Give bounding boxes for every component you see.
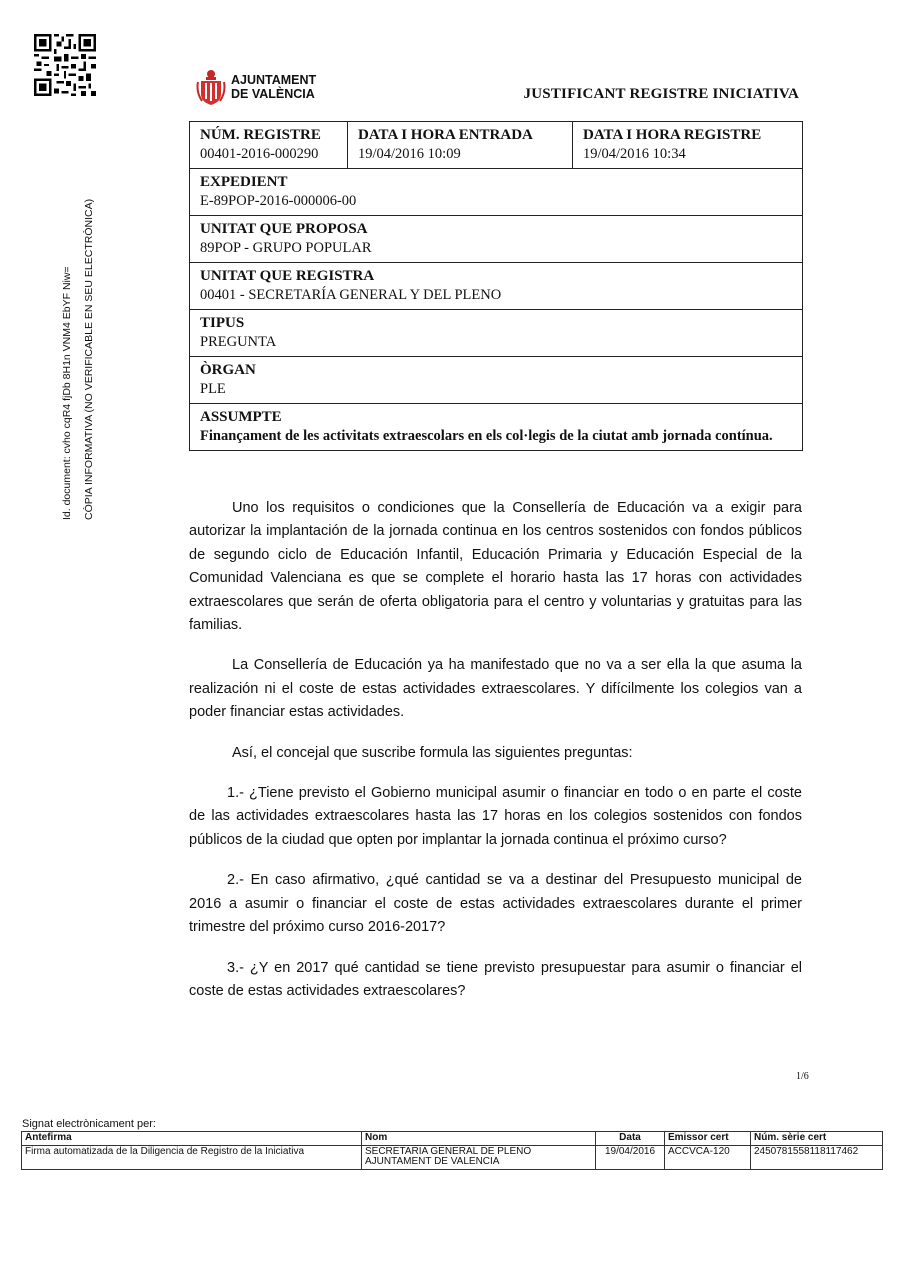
question-2: 2.- En caso afirmativo, ¿qué cantidad se va a destinar del Presupuesto municipal de 2016 a asumir o financiar el coste de estas actividades extraescolares durante el primer trimestre del próximo curso 2016-2017? xyxy=(189,872,802,936)
data-registre-cell xyxy=(573,122,803,169)
data-registre-value: 19/04/2016 10:34 xyxy=(583,146,686,162)
unitat-proposa-value: 89POP - GRUPO POPULAR xyxy=(200,240,372,256)
signature-header-row xyxy=(22,1132,883,1146)
document-body xyxy=(189,497,802,1020)
registry-row-numbers xyxy=(190,122,803,169)
registry-row-unitat-registra xyxy=(190,263,803,310)
signature-row xyxy=(22,1145,883,1169)
tipus-label: TIPUS xyxy=(200,315,245,331)
assumpte-cell xyxy=(190,404,803,451)
tipus-cell xyxy=(190,310,803,357)
data-entrada-cell xyxy=(348,122,573,169)
signature-heading: Signat electrònicament per: xyxy=(22,1118,156,1130)
registry-row-expedient xyxy=(190,169,803,216)
unitat-registra-value: 00401 - SECRETARÍA GENERAL Y DEL PLENO xyxy=(200,287,502,303)
data-registre-label: DATA I HORA REGISTRE xyxy=(583,127,762,143)
question-1: 1.- ¿Tiene previsto el Gobierno municipal asumir o financiar en todo o en parte el coste de las actividades extraescolares hasta las 17 horas en los colegios sostenidos con fondos públicos de la ciudad que opten por implantar la jornada continua el próximo curso? xyxy=(189,785,802,848)
qr-code-icon xyxy=(34,34,96,96)
tipus-value: PREGUNTA xyxy=(200,334,277,350)
unitat-proposa-label: UNITAT QUE PROPOSA xyxy=(200,221,368,237)
sig-nom-line-1: SECRETARIA GENERAL DE PLENO xyxy=(365,1145,532,1157)
col-antefirma: Antefirma xyxy=(22,1132,362,1146)
expedient-value: E-89POP-2016-000006-00 xyxy=(200,193,357,209)
num-registre-label: NÚM. REGISTRE xyxy=(200,127,321,143)
organ-value: PLE xyxy=(200,381,226,397)
question-3: 3.- ¿Y en 2017 qué cantidad se tiene previsto presupuestar para asumir o financiar el coste de estas actividades extraescolares? xyxy=(189,959,802,999)
registry-row-organ xyxy=(190,357,803,404)
logo-line-2: DE VALÈNCIA xyxy=(231,87,315,101)
assumpte-value: Finançament de les activitats extraescolars en els col·legis de la ciutat amb jornada contínua. xyxy=(200,428,773,444)
data-entrada-value: 19/04/2016 10:09 xyxy=(358,146,461,162)
logo-line-1: AJUNTAMENT xyxy=(231,73,317,87)
sig-emissor: ACCVCA-120 xyxy=(665,1145,751,1169)
sig-antefirma: Firma automatizada de la Diligencia de Registro de la Iniciativa xyxy=(22,1145,362,1169)
expedient-cell xyxy=(190,169,803,216)
registry-table xyxy=(189,121,803,451)
side-verification-text xyxy=(56,199,100,520)
organ-cell xyxy=(190,357,803,404)
registry-row-tipus xyxy=(190,310,803,357)
sig-data: 19/04/2016 xyxy=(596,1145,665,1169)
logo-text xyxy=(231,73,316,101)
data-entrada-label: DATA I HORA ENTRADA xyxy=(358,127,533,143)
city-logo xyxy=(196,68,316,106)
document-id: Id. document: cvho cqR4 fjDb 8H1n VNM4 EbYF Niw= xyxy=(61,266,73,520)
col-nom: Nom xyxy=(362,1132,596,1146)
expedient-label: EXPEDIENT xyxy=(200,174,288,190)
body-paragraph-2: La Consellería de Educación ya ha manifestado que no va a ser ella la que asuma la realización ni el coste de estas actividades extraescolares. Y difícilmente los colegios van a poder financiar estas actividades. xyxy=(189,657,802,721)
document-title: JUSTIFICANT REGISTRE INICIATIVA xyxy=(523,86,799,102)
registry-row-unitat-proposa xyxy=(190,216,803,263)
sig-nom xyxy=(362,1145,596,1169)
assumpte-label: ASSUMPTE xyxy=(200,409,282,425)
city-coat-of-arms-icon xyxy=(196,68,226,106)
sig-serie: 2450781558118117462 xyxy=(751,1145,883,1169)
signature-table xyxy=(21,1131,883,1170)
unitat-registra-cell xyxy=(190,263,803,310)
organ-label: ÒRGAN xyxy=(200,362,256,378)
page-number: 1/6 xyxy=(796,1071,809,1082)
num-registre-value: 00401-2016-000290 xyxy=(200,146,319,162)
body-paragraph-1: Uno los requisitos o condiciones que la Consellería de Educación va a exigir para autorizar la implantación de la jornada continua en los centros sostenidos con fondos públicos de segundo ciclo de Educación Infantil, Educación Primaria y Educación Especial de la Comunidad Valenciana es que se complete el horario hasta las 17 horas con actividades extraescolares que serán de oferta obligatoria para el centro y voluntarias y gratuitas para las familias. xyxy=(189,500,802,634)
unitat-registra-label: UNITAT QUE REGISTRA xyxy=(200,268,375,284)
copy-notice: CÒPIA INFORMATIVA (NO VERIFICABLE EN SEU ELECTRÒNICA) xyxy=(83,198,95,520)
num-registre-cell xyxy=(190,122,348,169)
unitat-proposa-cell xyxy=(190,216,803,263)
col-serie: Núm. sèrie cert xyxy=(751,1132,883,1146)
col-emissor: Emissor cert xyxy=(665,1132,751,1146)
sig-nom-line-2: AJUNTAMENT DE VALENCIA xyxy=(365,1156,500,1167)
body-paragraph-3: Así, el concejal que suscribe formula las siguientes preguntas: xyxy=(232,744,633,761)
registry-row-assumpte xyxy=(190,404,803,451)
col-data: Data xyxy=(596,1132,665,1146)
